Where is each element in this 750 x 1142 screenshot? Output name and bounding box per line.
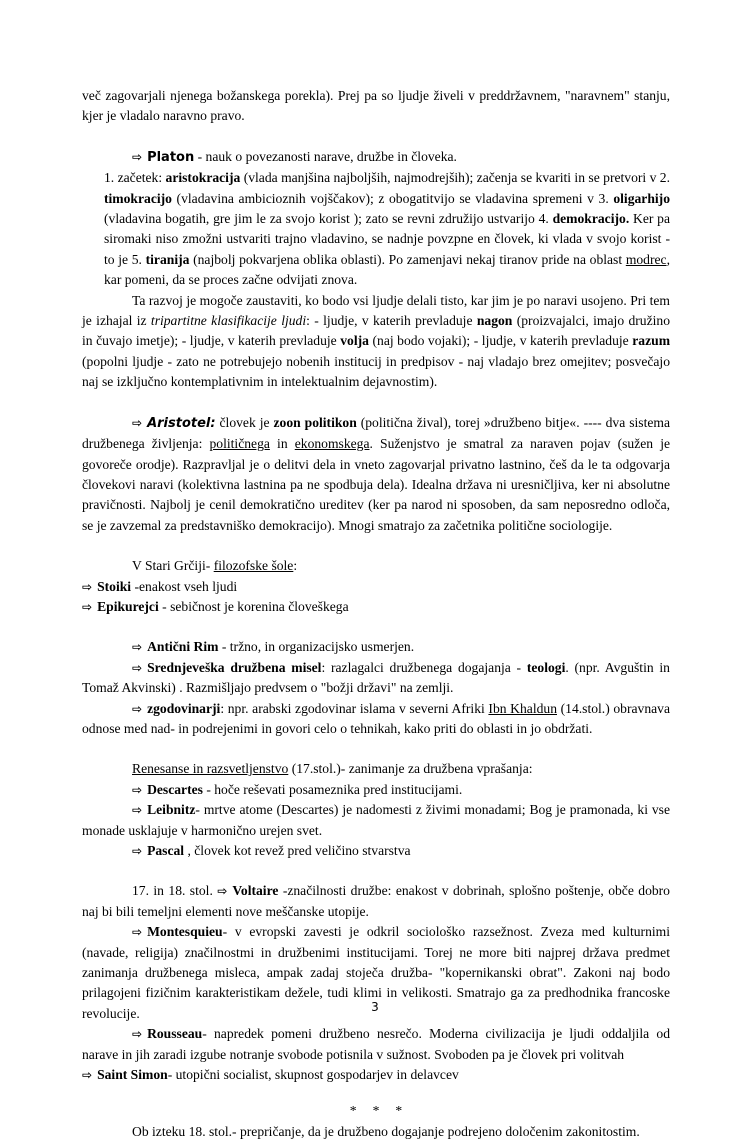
text: (naj bodo vojaki); - ljudje, v katerih prevladuje [368, 333, 633, 349]
term-zoon-politikon: zoon politikon [273, 414, 357, 430]
platon-desc: - nauk o povezanosti narave, družbe in človeka. [194, 148, 457, 164]
stoiki-desc: -enakost vseh ljudi [131, 578, 238, 594]
text: (17.stol.)- zanimanje za družbena vprašanja: [288, 761, 533, 777]
term-modrec: modrec [625, 251, 667, 267]
pascal-desc: , človek kot revež pred veličino stvarstva [184, 843, 411, 858]
term-nagon: nagon [476, 313, 513, 329]
term-ekonomskega: ekonomskega [294, 436, 370, 452]
montesquieu-name: Montesquieu [147, 924, 223, 940]
rousseau-item [82, 1024, 670, 1065]
text: (vladavina ambicioznih vojščakov); z obogatitvijo se vladavina spremeni v 3. [171, 190, 614, 206]
term-teologi: teologi [526, 659, 566, 675]
term-razum: razum [632, 333, 671, 349]
voltaire-desc: -značilnosti družbe: enakost v dobrinah, splošno poštenje, obče dobro naj bi bili temeljni elementi nove meščanske utopije. [82, 883, 670, 919]
epikurejci-name: Epikurejci [97, 598, 159, 614]
arrow-right-icon: ⇨ [132, 925, 143, 940]
pascal-item [82, 841, 670, 861]
document-page [82, 86, 670, 1142]
text: (popolni ljudje - zato ne potrebujejo nobenih institucij in predpisov - naj vladajo brez omejitev; posvečajo naj se izključno kontemplativnim in intelektualnim dejavnostim). [82, 353, 670, 390]
epikurejci-item [82, 597, 670, 617]
srednjeveska-item [82, 658, 670, 699]
rousseau-name: Rousseau [147, 1026, 203, 1042]
leibnitz-desc: - mrtve atome (Descartes) je nadomesti z živimi monadami; Bog je pramonada, ki vse monade usklajuje v harmonično urejen svet. [82, 802, 670, 838]
text: (proizvajalci, imajo družino in čuvajo imetje); - ljudje, v katerih prevladuje [82, 313, 670, 349]
descartes-item [82, 780, 670, 800]
leibnitz-item [82, 800, 670, 841]
text: 17. in 18. stol. [132, 883, 218, 899]
arrow-right-icon: ⇨ [132, 149, 143, 164]
term-tripartitne: tripartitne klasifikacije ljudi [150, 313, 307, 329]
aristotel-name: Aristotel: [147, 415, 216, 431]
closing-paragraph: Ob izteku 18. stol.- prepričanje, da je družbeno dogajanje podrejeno določenim zakonitostim. [132, 1123, 640, 1139]
aristotel-paragraph [82, 413, 670, 536]
text: : razlagalci družbenega dogajanja - [321, 659, 527, 675]
separator-star: * [395, 1103, 403, 1119]
separator-star: * [349, 1103, 357, 1119]
text: in [269, 436, 295, 452]
arrow-right-icon: ⇨ [82, 1068, 93, 1083]
term-renesanse: Renesanse in razsvetljenstvo [132, 761, 289, 777]
term-demokracijo: demokracijo. [552, 211, 630, 227]
voltaire-item [82, 881, 670, 922]
saint-simon-name: Saint Simon [97, 1067, 168, 1083]
text: : [293, 558, 298, 574]
text: Ta razvoj je mogoče zaustaviti, ko bodo vsi ljudje delali tisto, kar jim je po naravi usojeno. Pri tem je izhajal iz [82, 292, 670, 329]
platon-name: Platon [147, 149, 195, 165]
term-volja: volja [340, 333, 369, 349]
term-ibn-khaldun: Ibn Khaldun [488, 700, 557, 716]
page-number: 3 [371, 1000, 379, 1014]
separator-star: * [372, 1103, 380, 1119]
rousseau-desc: - napredek pomeni družbeno nesrečo. Moderna civilizacija je ljudi oddaljila od narave in jih zaradi izgube notranje svobode potisnila v sužnost. Svoboden pa je človek pri volitvah [82, 1026, 670, 1062]
text: (14.stol.) obravnava odnose med nad- in podrejenimi in govori celo o tehnikah, kako priti do oblasti in jo obdržati. [82, 700, 670, 736]
saint-simon-desc: - utopični socialist, skupnost gospodarjev in delavcev [167, 1067, 459, 1083]
text: (politična žival), torej »družbeno bitje«. ---- dva sistema družbenega življenja: [82, 414, 670, 452]
arrow-right-icon: ⇨ [132, 415, 143, 430]
text: (vladavina bogatih, gre jim le za svojo korist ); zato se revni združijo ustvarijo 4. [104, 211, 553, 227]
text: . Suženjstvo je smatral za naraven pojav (sužen je govoreče orodje). Razpravljal je o delitvi dela in vneto zagovarjal privatno lastnino, češ da le ta odgovarja človekovi naravi (kolektivna lastnina pa ne spodbuja dela). Idealna država ni uresničljiva, ker ni absolutne pravičnosti. Najbolj je cenil demokratično ureditev (ker pa narod ni sposoben, da sam neposredno odloča, se je zavzemal za predstavniško demokracijo). Mnogi smatrajo za začetnika politične sociologije. [82, 436, 671, 533]
arrow-right-icon: ⇨ [82, 599, 93, 614]
term-timokracijo: timokracijo [104, 190, 172, 206]
renesansa-lead [82, 759, 670, 779]
term-aristokracija: aristokracija [165, 170, 241, 186]
platon-classes [82, 291, 670, 393]
zgodovinarji-item [82, 699, 670, 740]
arrow-right-icon: ⇨ [132, 803, 143, 818]
rim-item [82, 637, 670, 657]
text: V Stari Grčiji- [132, 558, 214, 574]
text: . (npr. Avguštin in Tomaž Akvinski) . Razmišljajo predvsem o "božji državi" na zemlji. [82, 659, 670, 696]
arrow-right-icon: ⇨ [132, 640, 143, 655]
term-politicnega: političnega [209, 436, 270, 452]
section-separator [82, 1101, 670, 1121]
stoiki-item [82, 577, 670, 597]
arrow-right-icon: ⇨ [132, 701, 143, 716]
arrow-right-icon: ⇨ [82, 579, 93, 594]
rim-desc: - tržno, in organizacijsko usmerjen. [218, 639, 415, 655]
text: , kar pomeni, da se proces začne odvijati znova. [104, 251, 670, 288]
arrow-right-icon: ⇨ [132, 1027, 143, 1042]
arrow-right-icon: ⇨ [217, 884, 228, 899]
term-oligarhijo: oligarhijo [613, 190, 670, 206]
rim-name: Antični Rim [147, 639, 219, 655]
arrow-right-icon: ⇨ [132, 782, 143, 797]
text: Ker pa siromaki niso zmožni ustvariti trajno vladavino, se nadnje povzpne en človek, ki vlada v svojo korist - to je 5. [104, 211, 670, 267]
platon-heading [82, 147, 670, 168]
text: (najbolj pokvarjena oblika oblasti). Po zamenjavi nekaj tiranov pride na oblast [189, 251, 626, 267]
leibnitz-name: Leibnitz [147, 802, 196, 818]
term-tiranija: tiranija [145, 251, 190, 267]
epikurejci-desc: - sebičnost je korenina človeškega [158, 598, 349, 614]
descartes-desc: - hoče reševati posameznika pred institucijami. [202, 781, 463, 797]
stoiki-name: Stoiki [97, 578, 132, 594]
text: : npr. arabski zgodovinar islama v severni Afriki [220, 700, 489, 716]
descartes-name: Descartes [147, 781, 203, 797]
platon-sequence [82, 168, 670, 290]
text: : - ljudje, v katerih prevladuje [306, 313, 477, 329]
text: 1. začetek: [104, 170, 166, 186]
term-filozofske-sole: filozofske šole [213, 558, 294, 574]
srednjeveska-name: Srednjeveška družbena misel [147, 659, 322, 675]
arrow-right-icon: ⇨ [132, 660, 143, 675]
text: (vlada manjšina najboljših, najmodrejših); začenja se kvariti in se pretvori v 2. [240, 170, 670, 186]
greece-lead [82, 556, 670, 576]
arrow-right-icon: ⇨ [132, 844, 143, 858]
text: človek je [215, 414, 274, 430]
pascal-name: Pascal [147, 843, 185, 858]
paragraph-intro: več zagovarjali njenega božanskega porekla). Prej pa so ljudje živeli v preddržavnem, "naravnem" stanju, kjer je vladalo naravno pravo. [82, 88, 670, 124]
voltaire-name: Voltaire [232, 883, 279, 899]
zgodovinarji-name: zgodovinarji [147, 700, 221, 716]
montesquieu-desc: - v evropski zavesti je odkril sociološko razsežnost. Zveza med kulturnimi (navade, religija) značilnostmi in družbenimi institucijami. Torej ne more biti najprej država predmet zanimanja družbenega misleca, ampak zadaj stoječa družba- "kopernikanski obrat". Zakoni naj bodo prilagojeni fizičnim karakteristikam dežele, tudi klimi in velikosti. Smatrajo ga za predhodnika francoske revolucije. [82, 924, 670, 1021]
saint-simon-item [82, 1065, 670, 1085]
